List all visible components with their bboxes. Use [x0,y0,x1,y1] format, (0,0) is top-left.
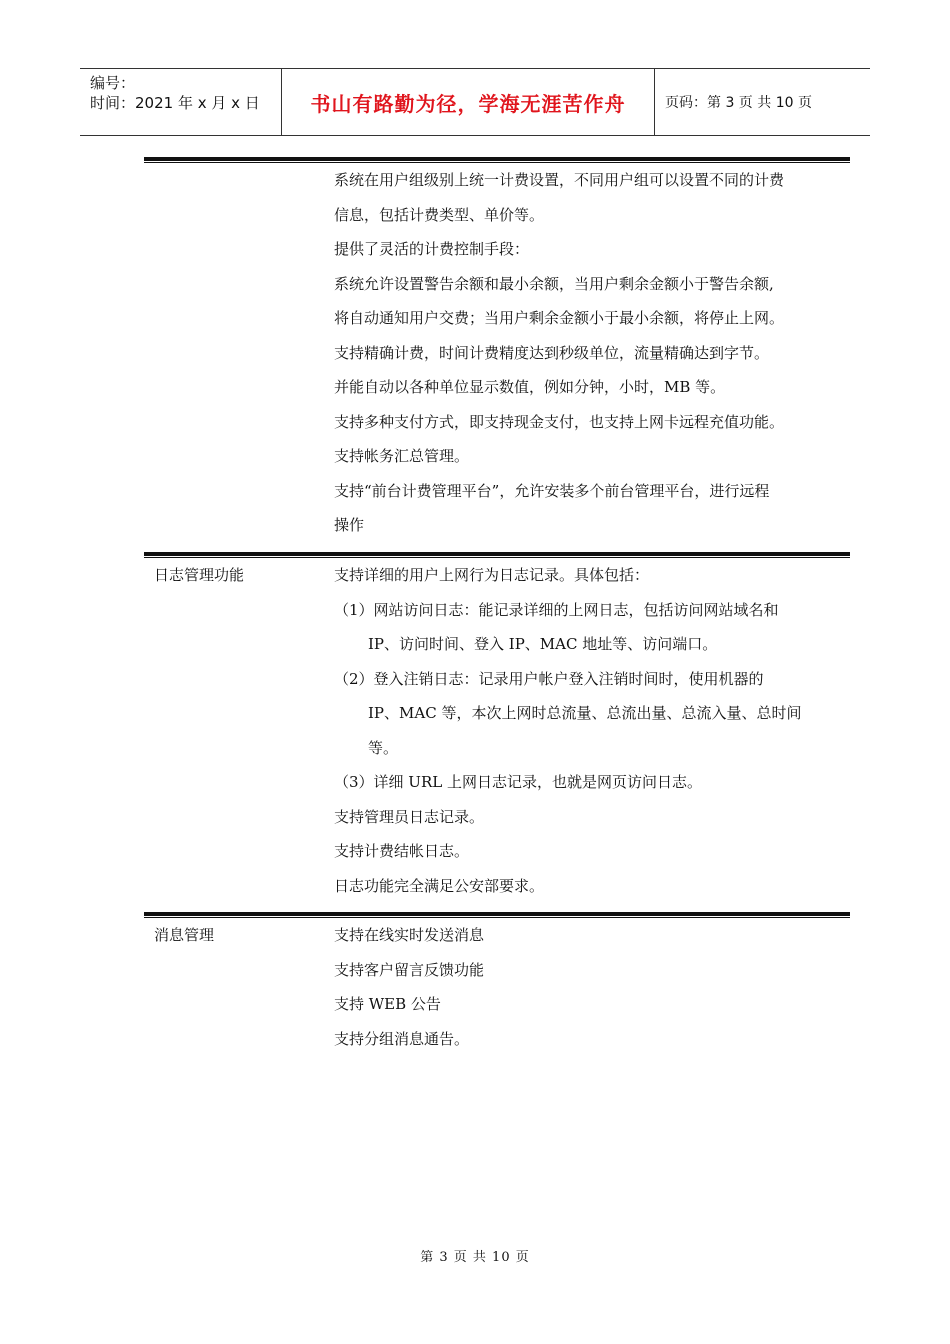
log-line: IP、访问时间、登入 IP、MAC 地址等、访问端口。 [368,635,718,653]
number-label: 编号： [90,74,136,92]
billing-line: 支持多种支付方式，即支持现金支付，也支持上网卡远程充值功能。 [334,412,785,431]
log-line: 日志功能完全满足公安部要求。 [334,876,545,895]
log-line: IP、MAC 等，本次上网时总流量、总流出量、总流入量、总时间 [368,704,802,722]
log-line: 支持计费结帐日志。 [334,842,470,860]
page-footer: 第 3 页 共 10 页 [420,1250,530,1265]
billing-line: 并能自动以各种单位显示数值，例如分钟，小时，MB 等。 [334,378,726,396]
billing-line: 支持“前台计费管理平台”，允许安装多个前台管理平台，进行远程 [334,481,770,500]
message-content [334,918,846,1056]
log-line: 支持详细的用户上网行为日志记录。具体包括： [334,566,650,584]
log-content [334,558,846,903]
header-motto: 书山有路勤为径，学海无涯苦作舟 [282,69,655,135]
log-line: （1）网站访问日志：能记录详细的上网日志，包括访问网站域名和 [334,600,779,619]
log-line: 等。 [368,738,399,757]
log-line: 支持管理员日志记录。 [334,807,485,826]
log-line: （2）登入注销日志：记录用户帐户登入注销时间时，使用机器的 [334,669,764,688]
billing-line: 提供了灵活的计费控制手段： [334,240,530,258]
billing-line: 系统在用户组级别上统一计费设置，不同用户组可以设置不同的计费 [334,171,785,189]
billing-line: 信息，包括计费类型、单价等。 [334,205,545,224]
billing-line: 支持帐务汇总管理。 [334,447,470,465]
header-meta [80,69,282,135]
log-line: （3）详细 URL 上网日志记录，也就是网页访问日志。 [334,773,702,791]
header-page-code: 页码：第 3 页 共 10 页 [665,95,812,111]
log-label: 日志管理功能 [154,566,245,584]
billing-content [334,163,846,543]
billing-line: 将自动通知用户交费；当用户剩余金额小于最小余额，将停止上网。 [334,309,785,327]
date-label: 时间：2021 年 x 月 x 日 [90,94,260,112]
message-line: 支持客户留言反馈功能 [334,960,485,979]
billing-line: 支持精确计费，时间计费精度达到秒级单位，流量精确达到字节。 [334,343,770,362]
message-line: 支持在线实时发送消息 [334,926,485,944]
message-label: 消息管理 [154,926,215,944]
message-line: 支持分组消息通告。 [334,1029,470,1048]
billing-line: 操作 [334,516,365,534]
billing-line: 系统允许设置警告余额和最小余额，当用户剩余金额小于警告余额, [334,274,774,293]
page-header [80,68,870,136]
message-line: 支持 WEB 公告 [334,995,441,1013]
